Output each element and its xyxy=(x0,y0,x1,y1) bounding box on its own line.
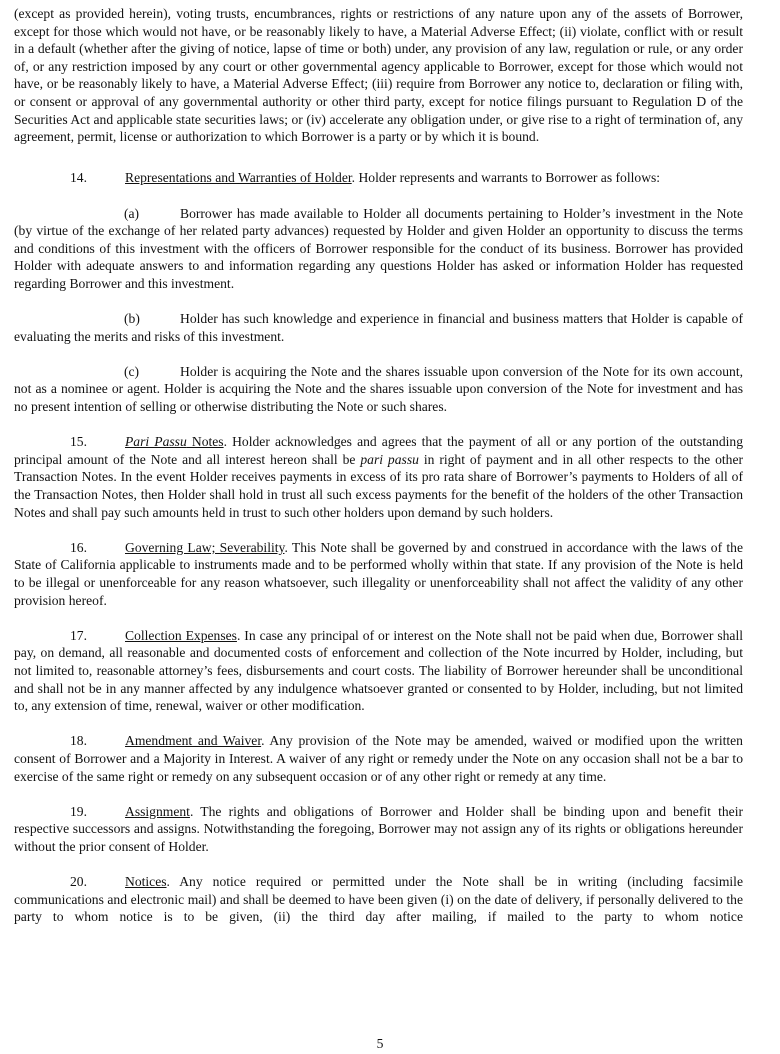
section-19 xyxy=(14,803,743,856)
section-number: 14. xyxy=(70,170,87,186)
subsection-text: Holder has such knowledge and experience in financial and business matters that Holder is capable of evaluating the merits and risks of this investment. xyxy=(14,311,743,344)
subsection-label: (b) xyxy=(124,311,140,327)
subsection-14a xyxy=(14,205,743,293)
section-heading: Assignment xyxy=(125,803,190,819)
section-16 xyxy=(14,539,743,609)
subsection-text: Borrower has made available to Holder all documents pertaining to Holder’s investment in the Note (by virtue of the exchange of her related party advances) requested by Holder and given Holder an opportunity to discuss the terms and conditions of this investment with the officers of Borrower responsible for the conduct of its business. Borrower has provided Holder with adequate answers to and information regarding any questions Holder has asked or information Holder has requested regarding Borrower and this investment. xyxy=(14,205,743,291)
section-20 xyxy=(14,873,743,926)
subsection-text: Holder is acquiring the Note and the shares issuable upon conversion of the Note for its own account, not as a nominee or agent. Holder is acquiring the Note and the shares issuable upon conversion of the Note for investment and has no present intention of selling or otherwise distributing the Note or such shares. xyxy=(14,363,743,415)
section-heading: Governing Law; Severability xyxy=(125,539,285,555)
section-number: 17. xyxy=(70,627,87,643)
subsection-label: (a) xyxy=(124,205,140,221)
section-body: . Any provision of the Note may be amended, waived or modified upon the written consent of Borrower and a Majority in Interest. A waiver of any right or remedy under the Note on any occasion shall not be a bar to exercise of the same right or remedy on any subsequent occasion or of any other right or remedy at any time. xyxy=(14,733,743,784)
section-body: . This Note shall be governed by and construed in accordance with the laws of the State of California applicable to instruments made and to be performed wholly within that state. If any provision of the Note is held to be illegal or unenforceable for any reason whatsoever, such illegality or unenforceability shall not affect the validity of any other provision hereof. xyxy=(14,539,743,608)
subsection-14b xyxy=(14,310,743,345)
section-heading-italic: Pari Passu xyxy=(125,434,187,450)
section-body: . Holder represents and warrants to Borrower as follows: xyxy=(351,170,661,186)
section-heading: Notices xyxy=(125,874,167,890)
section-body-italic: pari passu xyxy=(360,451,419,467)
subsection-label: (c) xyxy=(124,363,140,379)
section-14 xyxy=(14,169,743,187)
section-15 xyxy=(14,433,743,521)
section-heading: Collection Expenses xyxy=(125,627,237,643)
section-number: 20. xyxy=(70,874,87,890)
section-body-cont: in right of payment and in all other respects to the other Transaction Notes. In the event Holder receives payments in excess of its pro rata share of Borrower’s payments to Holders of all of the Transaction Notes, then Holder shall hold in trust all such excess payments for the benefit of the holders of the other Transaction Notes and shall pay such amounts held in trust to such other holders upon demand by such holders. xyxy=(14,451,743,520)
document-page xyxy=(14,5,743,926)
section-body: . Any notice required or permitted under the Note shall be in writing (including facsimile communications and electronic mail) and shall be deemed to have been given (i) on the date of delivery, if personally delivered to the party to whom notice is to be given, (ii) the third day after mailing, if mailed to the party to whom notice xyxy=(14,874,743,925)
section-17 xyxy=(14,627,743,715)
section-number: 16. xyxy=(70,539,87,555)
section-heading-text: Notes xyxy=(186,434,224,450)
section-body: . In case any principal of or interest on the Note shall not be paid when due, Borrower shall pay, on demand, all reasonable and documented costs of enforcement and collection of the Note incurred by Holder, including, but not limited to, reasonable attorney’s fees, disbursements and court costs. The liability of Borrower hereunder shall be unconditional and shall not be in any manner affected by any indulgence whatsoever granted or consented to by Holder, including, but not limited to, any extension of time, renewal, waiver or other modification. xyxy=(14,627,743,714)
section-18 xyxy=(14,732,743,785)
subsection-14c xyxy=(14,363,743,416)
section-body: . Holder acknowledges and agrees that the payment of all or any portion of the outstanding principal amount of the Note and all interest hereon shall be xyxy=(14,434,743,467)
section-heading: Representations and Warranties of Holder xyxy=(125,170,352,186)
section-heading: Amendment and Waiver xyxy=(125,733,262,749)
page-number: 5 xyxy=(376,1036,384,1051)
carryover-paragraph: (except as provided herein), voting trusts, encumbrances, rights or restrictions of any nature upon any of the assets of Borrower, except for those which would not have, or be reasonably likely to have, a Material Adverse Effect; (ii) violate, conflict with or result in a default (whether after the giving of notice, lapse of time or both) under, any provision of any law, regulation or rule, or any order of, or any restriction imposed by any court or other governmental agency applicable to Borrower, except for those which would not have, or be reasonably likely to have, a Material Adverse Effect; (iii) require from Borrower any notice to, declaration or filing with, or consent or approval of any governmental authority or other third party, except for notice filings pursuant to Regulation D of the Securities Act and applicable state securities laws; or (iv) accelerate any obligation under, or give rise to a right of termination of, any agreement, permit, license or authorization to which Borrower is a party or by which it is bound. xyxy=(14,6,743,145)
section-body: . The rights and obligations of Borrower and Holder shall be binding upon and benefit their respective successors and assigns. Notwithstanding the foregoing, Borrower may not assign any of its rights or obligations hereunder without the prior consent of Holder. xyxy=(14,803,743,854)
section-heading xyxy=(125,434,224,449)
section-number: 19. xyxy=(70,803,87,819)
section-number: 15. xyxy=(70,434,87,450)
section-number: 18. xyxy=(70,733,87,749)
